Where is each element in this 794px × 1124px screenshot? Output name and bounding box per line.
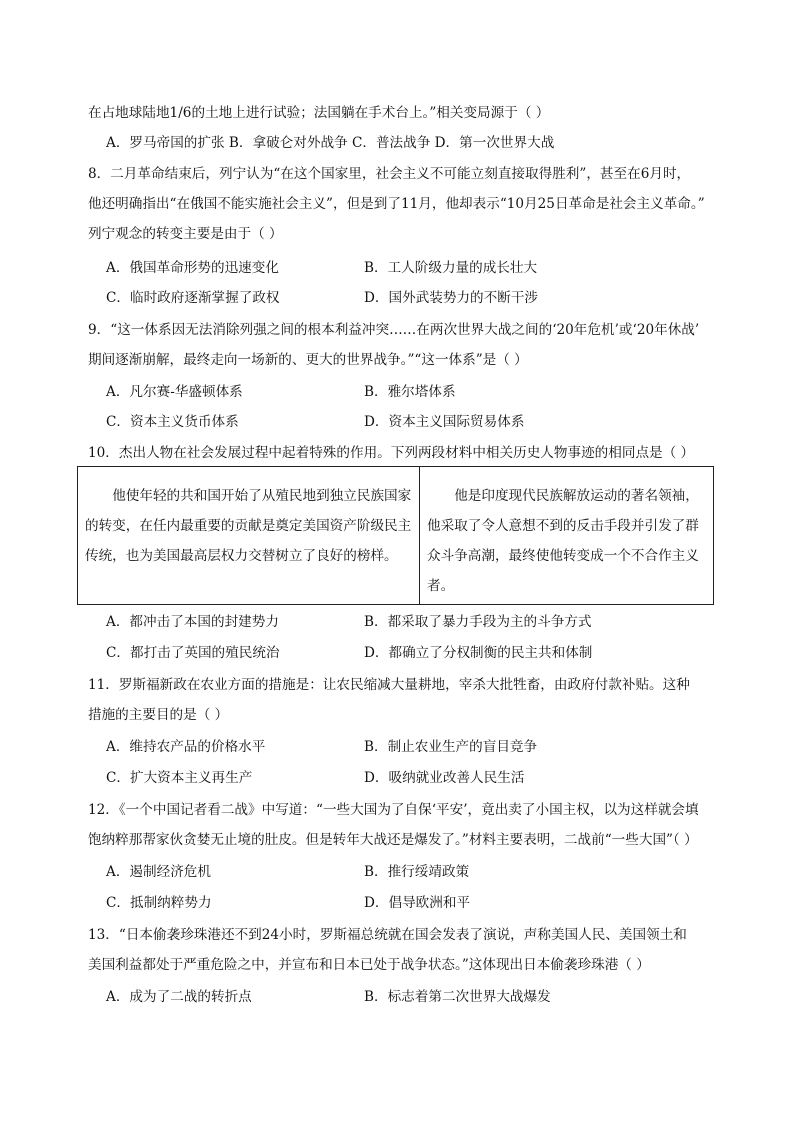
q12-option-a: A．遏制经济危机: [106, 864, 211, 880]
q12-stem-line-2: 饱纳粹那帮家伙贪婪无止境的肚皮。但是转年大战还是爆发了。”材料主要表明，二战前“一些大国”（ ）: [88, 832, 698, 848]
q10-option-b: B．都采取了暴力手段为主的斗争方式: [364, 614, 592, 630]
q9-option-c: C．资本主义货币体系: [106, 414, 239, 430]
q13-stem-line-2: 美国利益都处于严重危险之中，并宣布和日本已处于战争状态。”这体现出日本偷袭珍珠港（ ）: [88, 957, 650, 973]
q8-stem-line-3: 列宁观念的转变主要是由于（ ）: [88, 226, 283, 242]
q10-materials-table: [77, 466, 714, 605]
q8-option-a: A．俄国革命形势的迅速变化: [106, 260, 279, 276]
q10-stem: 10．杰出人物在社会发展过程中起着特殊的作用。下列两段材料中相关历史人物事迹的相同点是（ ）: [88, 445, 695, 461]
q13-option-a: A．成为了二战的转折点: [106, 989, 252, 1005]
q11-option-b: B．制止农业生产的盲目竞争: [364, 739, 538, 755]
q10-option-a: A．都冲击了本国的封建势力: [106, 614, 279, 630]
q9-stem-line-2: 期间逐渐崩解，最终走向一场新的、更大的世界战争。”“这一体系”是（ ）: [88, 352, 528, 368]
q12-option-d: D．倡导欧洲和平: [364, 895, 471, 911]
q9-option-b: B．雅尔塔体系: [364, 384, 456, 400]
q8-stem-line-1: 8．二月革命结束后，列宁认为“在这个国家里，社会主义不可能立刻直接取得胜利”，甚至在6月时，: [88, 166, 691, 182]
q11-option-a: A．维持农产品的价格水平: [106, 739, 266, 755]
q11-option-c: C．扩大资本主义再生产: [106, 770, 253, 786]
q12-option-b: B．推行绥靖政策: [364, 864, 470, 880]
q7-stem-end: 在占地球陆地1/6的土地上进行试验；法国躺在手术台上。”相关变局源于（ ）: [88, 105, 550, 121]
q11-option-d: D．吸纳就业改善人民生活: [364, 770, 525, 786]
q10-material-right: 他是印度现代民族解放运动的著名领袖，他采取了令人意想不到的反击手段并引发了群众斗争高潮，最终使他转变成一个不合作主义者。: [420, 467, 714, 605]
q9-option-d: D．资本主义国际贸易体系: [364, 414, 525, 430]
q7-options: A．罗马帝国的扩张 B．拿破仑对外战争 C．普法战争 D．第一次世界大战: [106, 135, 555, 151]
q10-option-c: C．都打击了英国的殖民统治: [106, 645, 280, 661]
q10-option-d: D．都确立了分权制衡的民主共和体制: [364, 645, 593, 661]
q13-stem-line-1: 13．“日本偷袭珍珠港还不到24小时，罗斯福总统就在国会发表了演说，声称美国人民、美国领土和: [88, 927, 687, 943]
q11-stem-line-1: 11．罗斯福新政在农业方面的措施是：让农民缩减大量耕地，宰杀大批牲畜，由政府付款补贴。这种: [88, 677, 690, 693]
q12-stem-line-1: 12．《一个中国记者看二战》中写道：“一些大国为了自保‘平安’，竟出卖了小国主权，以为这样就会填: [88, 802, 699, 818]
q11-stem-line-2: 措施的主要目的是（ ）: [88, 707, 229, 723]
q12-option-c: C．抵制纳粹势力: [106, 895, 212, 911]
q8-option-b: B．工人阶级力量的成长壮大: [364, 260, 538, 276]
q9-option-a: A．凡尔赛-华盛顿体系: [106, 384, 243, 400]
q9-stem-line-1: 9．“这一体系因无法消除列强之间的根本利益冲突……在两次世界大战之间的‘20年危机’或‘20年休战’: [88, 322, 700, 338]
q10-material-left: 他使年轻的共和国开始了从殖民地到独立民族国家的转变，在任内最重要的贡献是奠定美国资产阶级民主传统，也为美国最高层权力交替树立了良好的榜样。: [78, 467, 420, 605]
q8-stem-line-2: 他还明确指出“在俄国不能实施社会主义”，但是到了11月，他却表示“10月25日革命是社会主义革命。”: [88, 196, 705, 212]
q8-option-d: D．国外武装势力的不断干涉: [364, 290, 539, 306]
q8-option-c: C．临时政府逐渐掌握了政权: [106, 290, 280, 306]
q13-option-b: B．标志着第二次世界大战爆发: [364, 989, 551, 1005]
